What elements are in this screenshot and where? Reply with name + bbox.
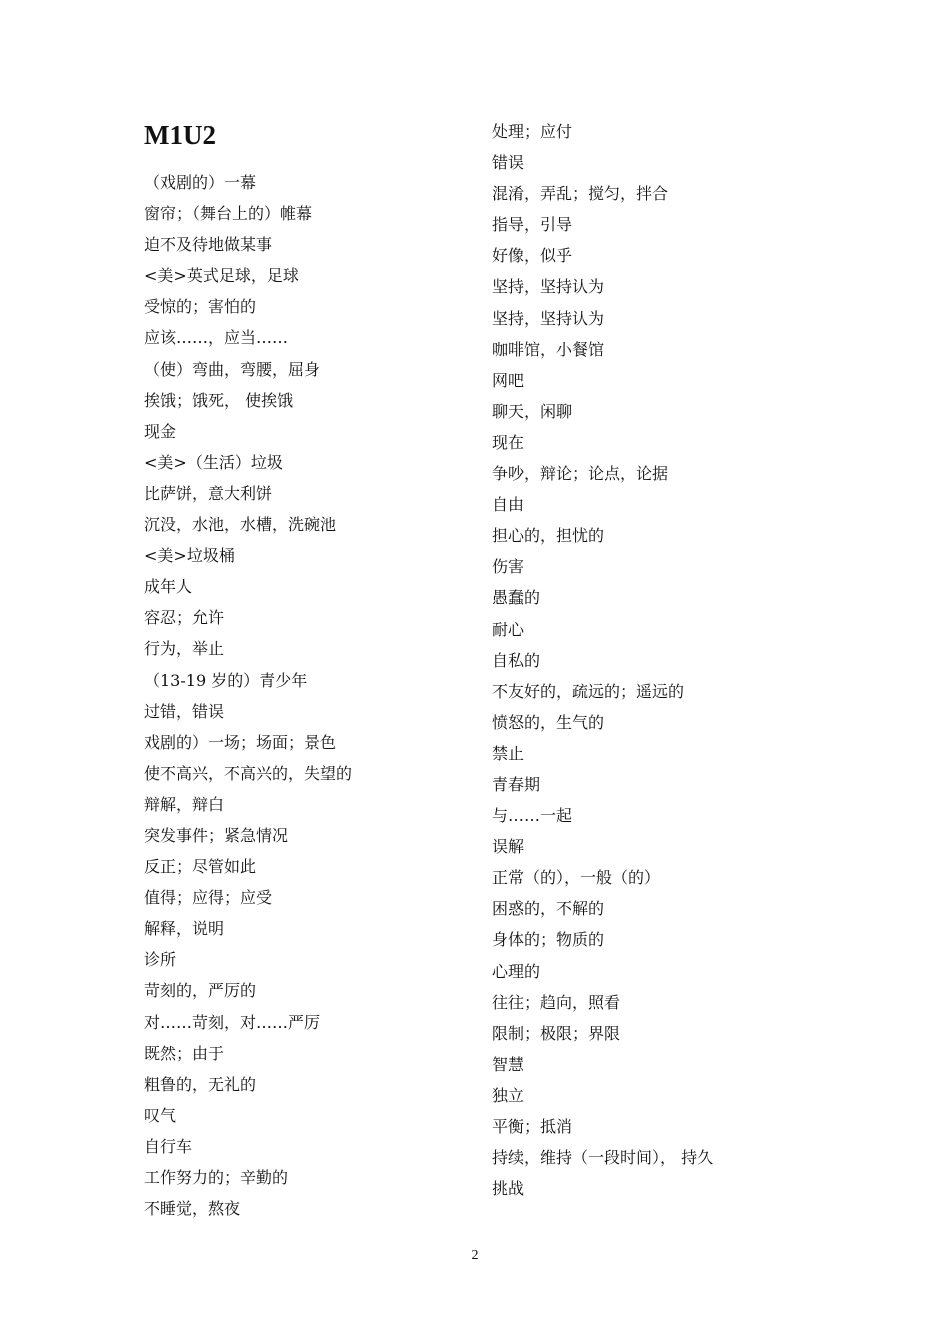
vocabulary-item: 成年人 xyxy=(144,577,193,597)
vocabulary-item: 坚持，坚持认为 xyxy=(492,277,605,297)
vocabulary-item: 误解 xyxy=(492,837,525,857)
vocabulary-item: 挨饿；饿死， 使挨饿 xyxy=(144,390,294,410)
vocabulary-item: 困惑的，不解的 xyxy=(492,899,605,919)
page-number: 2 xyxy=(471,1248,479,1263)
vocabulary-item: 既然；由于 xyxy=(144,1043,225,1063)
vocabulary-item: 不友好的，疏远的；遥远的 xyxy=(492,681,685,701)
vocabulary-item: 自行车 xyxy=(144,1136,193,1156)
vocabulary-item: 苛刻的，严厉的 xyxy=(144,981,257,1001)
vocabulary-item: 争吵，辩论；论点，论据 xyxy=(492,464,669,484)
vocabulary-item: 辩解，辩白 xyxy=(144,794,225,814)
vocabulary-item: 不睡觉，熬夜 xyxy=(144,1199,241,1219)
vocabulary-item: 心理的 xyxy=(492,961,541,981)
vocabulary-item: 与……一起 xyxy=(492,806,573,826)
vocabulary-item: 禁止 xyxy=(492,743,525,763)
page-title: M1U2 xyxy=(144,120,216,150)
vocabulary-item: 聊天，闲聊 xyxy=(492,401,573,421)
vocabulary-item: 担心的，担忧的 xyxy=(492,526,605,546)
vocabulary-item: 使不高兴，不高兴的，失望的 xyxy=(144,763,353,783)
vocabulary-item: 行为，举止 xyxy=(144,639,225,659)
vocabulary-item: 智慧 xyxy=(492,1054,525,1074)
vocabulary-item: 指导，引导 xyxy=(492,215,573,235)
vocabulary-item: 对……苛刻，对……严厉 xyxy=(144,1012,321,1032)
vocabulary-item: 自私的 xyxy=(492,650,541,670)
vocabulary-item: <美>英式足球，足球 xyxy=(144,266,299,286)
vocabulary-item: 混淆，弄乱；搅匀，拌合 xyxy=(492,184,669,204)
vocabulary-item: 网吧 xyxy=(492,370,525,390)
vocabulary-item: 受惊的；害怕的 xyxy=(144,297,257,317)
vocabulary-item: （使）弯曲，弯腰，屈身 xyxy=(144,359,321,379)
vocabulary-item: 工作努力的；辛勤的 xyxy=(144,1168,289,1187)
vocabulary-item: 自由 xyxy=(492,495,525,515)
vocabulary-item: 咖啡馆，小餐馆 xyxy=(492,339,605,359)
vocabulary-item: 愤怒的，生气的 xyxy=(492,712,605,732)
vocabulary-item: 愚蠢的 xyxy=(492,588,541,608)
vocabulary-item: 错误 xyxy=(492,153,525,173)
vocabulary-item: 应该……，应当…… xyxy=(144,328,289,348)
vocabulary-item: 突发事件；紧急情况 xyxy=(144,825,289,845)
vocabulary-item: 现在 xyxy=(492,432,525,452)
vocabulary-item: （13-19 岁的）青少年 xyxy=(144,670,308,690)
vocabulary-item: 比萨饼，意大利饼 xyxy=(144,483,273,503)
vocabulary-item: 迫不及待地做某事 xyxy=(144,235,273,255)
vocabulary-item: 持续，维持（一段时间）， 持久 xyxy=(492,1148,714,1168)
vocabulary-item: 正常（的），一般（的） xyxy=(492,868,661,888)
vocabulary-item: 值得；应得；应受 xyxy=(144,888,273,908)
vocabulary-item: 反正；尽管如此 xyxy=(144,857,257,877)
vocabulary-item: 坚持，坚持认为 xyxy=(492,308,605,328)
vocabulary-item: 往往；趋向，照看 xyxy=(492,992,621,1012)
vocabulary-item: 好像，似乎 xyxy=(492,246,573,266)
vocabulary-item: 解释，说明 xyxy=(144,919,225,939)
vocabulary-item: 叹气 xyxy=(144,1105,177,1125)
vocabulary-item: 现金 xyxy=(144,421,177,441)
left-vocabulary-list xyxy=(144,167,474,1224)
vocabulary-item: 粗鲁的，无礼的 xyxy=(144,1074,257,1094)
vocabulary-item: 平衡；抵消 xyxy=(492,1117,573,1136)
vocabulary-item: 处理；应付 xyxy=(492,122,573,141)
vocabulary-item: 限制；极限；界限 xyxy=(492,1023,621,1043)
vocabulary-item: <美>垃圾桶 xyxy=(144,546,235,566)
vocabulary-item: 沉没，水池，水槽，洗碗池 xyxy=(144,515,337,535)
vocabulary-item: 耐心 xyxy=(492,619,525,639)
vocabulary-item: 身体的；物质的 xyxy=(492,930,605,950)
vocabulary-item: 容忍；允许 xyxy=(144,608,225,628)
vocabulary-item: 伤害 xyxy=(492,557,525,577)
vocabulary-item: 挑战 xyxy=(492,1179,525,1199)
vocabulary-item: <美>（生活）垃圾 xyxy=(144,452,283,472)
vocabulary-item: 过错，错误 xyxy=(144,701,225,721)
vocabulary-item: 戏剧的）一场；场面；景色 xyxy=(144,732,337,752)
vocabulary-item: 青春期 xyxy=(492,774,541,794)
vocabulary-item: 独立 xyxy=(492,1085,525,1105)
vocabulary-item: 诊所 xyxy=(144,950,177,970)
vocabulary-item: 窗帘；（舞台上的）帷幕 xyxy=(144,204,313,224)
vocabulary-item: （戏剧的）一幕 xyxy=(144,173,257,192)
right-vocabulary-list xyxy=(492,116,832,1204)
